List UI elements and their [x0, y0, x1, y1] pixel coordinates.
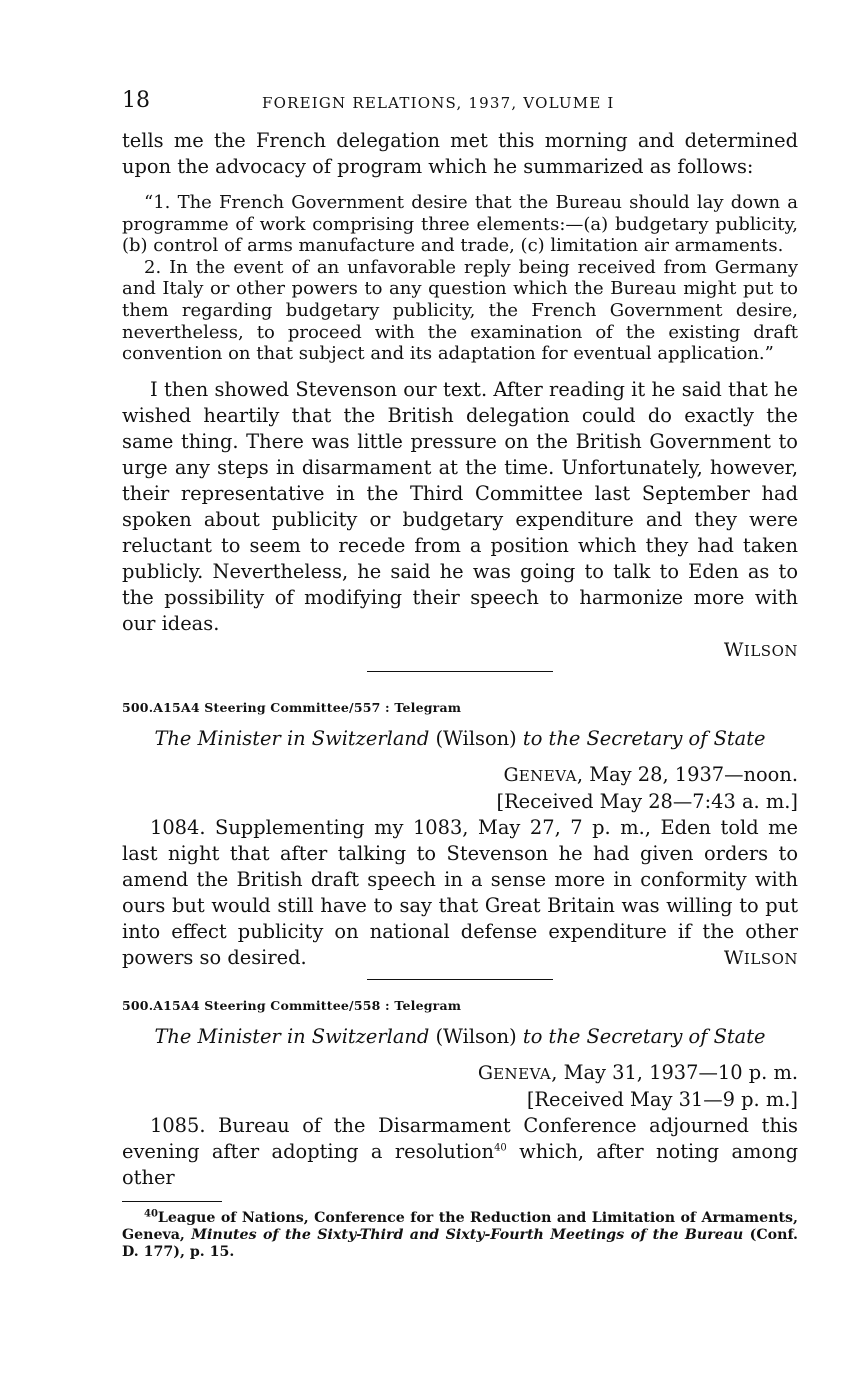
file-reference: 500.A15A4 Steering Committee/558 : Telegram [122, 997, 462, 1013]
signature: WILSON [723, 638, 798, 661]
running-head [122, 88, 798, 122]
footnote: $^{40}$League of Nations, Conference for the Reduction and Limitation of Armaments, Geneva, Minutes of the Sixty-Third and Sixty-Fourth Meetings of the Bureau (Conf. D. 177), p. 15. [122, 1208, 798, 1260]
page-number: 18 [122, 88, 150, 113]
dateline: GENEVA, May 28, 1937—noon. [503, 762, 798, 786]
quoted-program [122, 192, 798, 365]
telegram-body: 1085. Bureau of the Disarmament Conference adjourned this evening after adopting a resolution$^{40}$ which, after noting among other [122, 1113, 798, 1189]
document-title: The Minister in Switzerland (Wilson) to the Secretary of State [154, 726, 766, 750]
footnote-divider [122, 1201, 222, 1202]
page-body [122, 88, 798, 1261]
signature: WILSON [723, 946, 798, 969]
telegram-body: 1084. Supplementing my 1083, May 27, 7 p. m., Eden told me last night that after talking to Stevenson he had given orders to amend the British draft speech in a sense more in conformity with ours but would still have to say that Great Britain was willing to put into effect publicity on national defense expenditure if the other powers so desired. WILSON [122, 815, 798, 971]
footnote-number: 40 [144, 1208, 158, 1220]
quote-item-2: 2. In the event of an unfavorable reply being received from Germany and Italy or other powers to any question which the Bureau might put to them regarding budgetary publicity, the French Government desire, nevertheless, to proceed with the examination of the existing draft convention on that subject and its adaptation for eventual application.” [122, 256, 798, 365]
dateline: GENEVA, May 31, 1937—10 p. m. [477, 1060, 798, 1084]
quote-item-1: “1. The French Government desire that the Bureau should lay down a programme of work comprising three elements:—(a) budgetary publicity, (b) control of arms manufacture and trade, (c) limitation air armaments. [122, 192, 798, 257]
received-line: [Received May 28—7:43 a. m.] [496, 789, 798, 813]
file-reference: 500.A15A4 Steering Committee/557 : Telegram [122, 699, 462, 715]
paragraph-continuation: tells me the French delegation met this morning and determined upon the advocacy of program which he summarized as follows: [122, 129, 798, 178]
section-divider [367, 671, 553, 672]
document-title: The Minister in Switzerland (Wilson) to the Secretary of State [154, 1024, 766, 1048]
footnote-marker: 40 [494, 1142, 507, 1154]
running-title: FOREIGN RELATIONS, 1937, VOLUME I [262, 94, 615, 112]
paragraph-stevenson: I then showed Stevenson our text. After reading it he said that he wished heartily that the British delegation could do exactly the same thing. There was little pressure on the British Government to urge any steps in disarmament at the time. Unfortunately, however, their representative in the Third Committee last September had spoken about publicity or budgetary expenditure and they were reluctant to seem to recede from a position which they had taken publicly. Nevertheless, he said he was going to talk to Eden as to the possibility of modifying their speech to harmonize more with our ideas. [122, 377, 798, 635]
section-divider [367, 979, 553, 980]
received-line: [Received May 31—9 p. m.] [526, 1087, 798, 1111]
